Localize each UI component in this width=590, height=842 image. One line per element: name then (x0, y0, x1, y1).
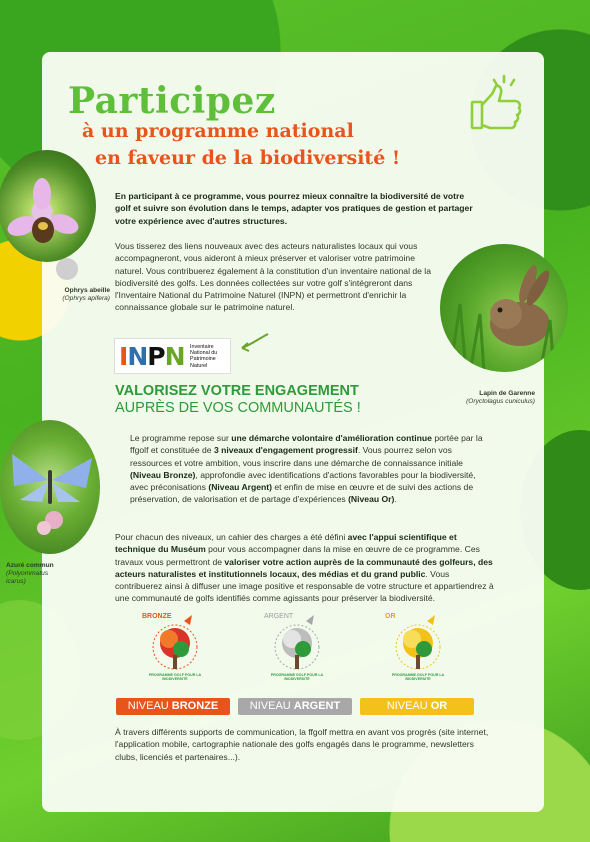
badge-bronze: BRONZE PROGRAMME GOLF POUR LA BIODIVERSITÉ (140, 611, 210, 691)
level-or-label: NIVEAU OR (360, 698, 474, 715)
intro-bold: En participant à ce programme, vous pourrez mieux connaître la biodiversité de votre golf et suivre son évolution dans le temps, adapter vos pratiques de gestion et partager votre expérience avec d'autres structures. (115, 191, 473, 226)
butterfly-figure (0, 420, 100, 554)
level-argent-label: NIVEAU ARGENT (238, 698, 352, 715)
decor-dot (56, 258, 78, 280)
level-bronze-label: NIVEAU BRONZE (116, 698, 230, 715)
orchid-caption: Ophrys abeille (Ophrys apifera) (62, 287, 110, 302)
page-subtitle-line2: en faveur de la biodiversité ! (95, 147, 401, 169)
thumbs-up-icon (468, 72, 524, 134)
rabbit-caption: Lapin de Garenne (Oryctolagus cuniculus) (466, 390, 535, 405)
intro-body: Vous tisserez des liens nouveaux avec des acteurs naturalistes locaux qui vous accompagneront, vous aideront à mieux préserver et valoriser votre patrimoine naturel. Vous contribuerez également à la constitution d'un inventaire national de la biodiversité des golfs. Les données collectées sur votre golf s'intégreront dans l'Inventaire National du Patrimoine Naturel (INPN) et permettront d'enrichir la connaissance globale sur le patrimoine naturel. (115, 241, 431, 313)
inpn-logo-text: INPN (119, 342, 185, 371)
page-subtitle-line1: à un programme national (82, 120, 354, 142)
butterfly-photo (0, 420, 100, 554)
rabbit-figure (440, 244, 568, 372)
orchid-flower (0, 150, 96, 262)
section-heading: VALORISEZ VOTRE ENGAGEMENT (115, 383, 359, 399)
section-subheading: AUPRÈS DE VOS COMMUNAUTÉS ! (115, 400, 361, 416)
orchid-photo (0, 150, 96, 262)
page-title: Participez (68, 80, 276, 122)
closing-paragraph: À travers différents supports de communication, la ffgolf mettra en avant vos progrès (site internet, l'application mobile, cartographie nationale des golfs engagés dans le programme, newsletters clubs, licenciés et partenaires...). (115, 727, 489, 762)
badge-or: OR PROGRAMME GOLF POUR LA BIODIVERSITÉ (383, 611, 453, 691)
section-paragraph-1: Le programme repose sur une démarche volontaire d'amélioration continue portée par la ffgolf et constituée de 3 niveaux d'engagement progressif. Vous pourrez selon vos ressources et votre ambition, vous inscrire dans une démarche de connaissance initiale (Niveau Bronze), approfondie avec identifications d'actions favorables pour la biodiversité, avec préconisations (Niveau Argent) et enfin de mise en œuvre et de suivi des actions de préservation, de valorisation et de partage d'expériences (Niveau Or). (130, 433, 483, 505)
section-paragraph-2: Pour chacun des niveaux, un cahier des charges a été défini avec l'appui scientifique et technique du Muséum pour vous accompagner dans la mise en œuvre de ce programme. Ces travaux vous permettront de valoriser votre action auprès de la communauté des golfeurs, des acteurs naturalistes et institutionnels locaux, des médias et du grand public. Vous contribuerez ainsi à diffuser une image positive et responsable de votre structure et appartiendrez à une communauté de golfs identifiés comme agissants pour préserver la biodiversité. (115, 532, 494, 604)
arrow-icon (236, 332, 270, 354)
inpn-logo-subtitle: Inventaire National du Patrimoine Naturel (190, 344, 218, 369)
badge-argent: ARGENT PROGRAMME GOLF POUR LA BIODIVERSITÉ (262, 611, 332, 691)
butterfly-caption: Azuré commun (Polyommatus icarus) (6, 562, 54, 585)
inpn-logo (114, 338, 231, 374)
rabbit-photo (440, 244, 568, 372)
